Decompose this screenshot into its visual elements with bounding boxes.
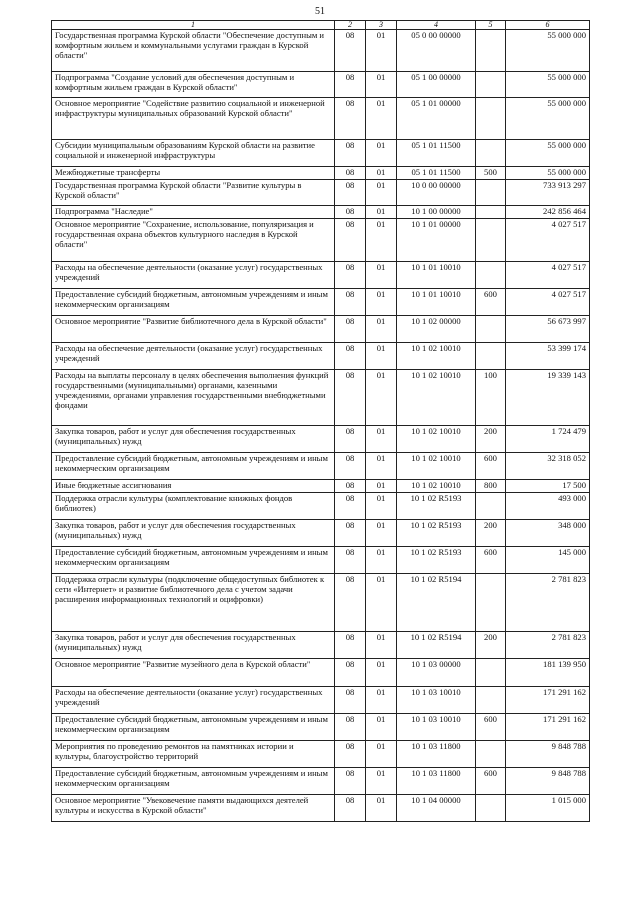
- row-amount: 9 848 788: [506, 741, 590, 768]
- row-amount: 55 000 000: [506, 72, 590, 98]
- table-row: [52, 741, 590, 768]
- row-section: 08: [335, 520, 366, 547]
- table-row: [52, 574, 590, 632]
- row-subsection: 01: [366, 140, 397, 167]
- row-expense-type: [476, 795, 506, 822]
- row-target-article: 10 1 02 10010: [397, 480, 476, 493]
- row-target-article: 10 1 02 10010: [397, 426, 476, 453]
- row-subsection: 01: [366, 30, 397, 72]
- row-subsection: 01: [366, 262, 397, 289]
- row-subsection: 01: [366, 547, 397, 574]
- table-row: [52, 632, 590, 659]
- row-subsection: 01: [366, 632, 397, 659]
- row-target-article: 10 1 02 R5193: [397, 520, 476, 547]
- row-amount: 4 027 517: [506, 289, 590, 316]
- row-amount: 55 000 000: [506, 167, 590, 180]
- row-name: Основное мероприятие "Содействие развитию социальной и инженерной инфраструктуры муниципальных образований Курской области": [52, 98, 335, 140]
- page-number: 51: [315, 6, 325, 17]
- row-name: Мероприятия по проведению ремонтов на памятниках истории и культуры, благоустройство территорий: [52, 741, 335, 768]
- row-target-article: 10 1 02 R5194: [397, 574, 476, 632]
- row-amount: 55 000 000: [506, 30, 590, 72]
- row-target-article: 10 1 02 10010: [397, 453, 476, 480]
- row-target-article: 05 0 00 00000: [397, 30, 476, 72]
- row-subsection: 01: [366, 574, 397, 632]
- row-amount: 4 027 517: [506, 219, 590, 262]
- row-expense-type: [476, 741, 506, 768]
- column-header: 2: [335, 21, 366, 30]
- row-name: Основное мероприятие "Сохранение, использование, популяризация и государственная охрана объектов культурного наследия в Курской области": [52, 219, 335, 262]
- row-section: 08: [335, 30, 366, 72]
- row-target-article: 10 1 03 11800: [397, 768, 476, 795]
- row-subsection: 01: [366, 795, 397, 822]
- row-expense-type: 100: [476, 370, 506, 426]
- row-amount: 171 291 162: [506, 714, 590, 741]
- row-target-article: 10 1 03 11800: [397, 741, 476, 768]
- row-target-article: 10 1 02 10010: [397, 343, 476, 370]
- row-amount: 493 000: [506, 493, 590, 520]
- row-target-article: 10 1 03 10010: [397, 714, 476, 741]
- row-name: Подпрограмма "Создание условий для обеспечения доступным и комфортным жильем граждан в Курской области": [52, 72, 335, 98]
- row-name: Закупка товаров, работ и услуг для обеспечения государственных (муниципальных) нужд: [52, 520, 335, 547]
- budget-table: [51, 20, 590, 822]
- row-section: 08: [335, 370, 366, 426]
- row-name: Предоставление субсидий бюджетным, автономным учреждениям и иным некоммерческим организациям: [52, 289, 335, 316]
- table-row: [52, 493, 590, 520]
- row-subsection: 01: [366, 687, 397, 714]
- row-amount: 9 848 788: [506, 768, 590, 795]
- row-expense-type: 200: [476, 426, 506, 453]
- row-amount: 348 000: [506, 520, 590, 547]
- row-subsection: 01: [366, 714, 397, 741]
- table-row: [52, 180, 590, 206]
- table-row: [52, 262, 590, 289]
- row-name: Закупка товаров, работ и услуг для обеспечения государственных (муниципальных) нужд: [52, 632, 335, 659]
- column-header: 5: [476, 21, 506, 30]
- row-expense-type: [476, 659, 506, 687]
- row-subsection: 01: [366, 167, 397, 180]
- row-amount: 55 000 000: [506, 98, 590, 140]
- row-amount: 32 318 052: [506, 453, 590, 480]
- table-row: [52, 714, 590, 741]
- table-row: [52, 72, 590, 98]
- table-row: [52, 167, 590, 180]
- row-subsection: 01: [366, 426, 397, 453]
- row-subsection: 01: [366, 768, 397, 795]
- table-row: [52, 316, 590, 343]
- table-row: [52, 795, 590, 822]
- column-header: 1: [52, 21, 335, 30]
- row-expense-type: 600: [476, 289, 506, 316]
- row-expense-type: [476, 343, 506, 370]
- row-target-article: 10 1 02 R5194: [397, 632, 476, 659]
- row-target-article: 10 1 02 00000: [397, 316, 476, 343]
- row-name: Расходы на выплаты персоналу в целях обеспечения выполнения функций государственными (муниципальными) органами, казенными учреждениями, органами управления государственными внебюджетными фондами: [52, 370, 335, 426]
- row-section: 08: [335, 140, 366, 167]
- row-expense-type: 500: [476, 167, 506, 180]
- row-target-article: 10 1 04 00000: [397, 795, 476, 822]
- row-expense-type: [476, 72, 506, 98]
- row-name: Предоставление субсидий бюджетным, автономным учреждениям и иным некоммерческим организациям: [52, 714, 335, 741]
- row-section: 08: [335, 72, 366, 98]
- row-section: 08: [335, 316, 366, 343]
- row-section: 08: [335, 547, 366, 574]
- row-expense-type: [476, 180, 506, 206]
- row-amount: 171 291 162: [506, 687, 590, 714]
- row-amount: 145 000: [506, 547, 590, 574]
- row-expense-type: [476, 262, 506, 289]
- table-row: [52, 659, 590, 687]
- row-expense-type: 600: [476, 453, 506, 480]
- row-expense-type: 600: [476, 768, 506, 795]
- row-section: 08: [335, 262, 366, 289]
- row-section: 08: [335, 493, 366, 520]
- row-expense-type: [476, 493, 506, 520]
- row-expense-type: [476, 316, 506, 343]
- row-name: Основное мероприятие "Увековечение памяти выдающихся деятелей культуры и искусства в Курской области": [52, 795, 335, 822]
- row-name: Иные бюджетные ассигнования: [52, 480, 335, 493]
- row-section: 08: [335, 343, 366, 370]
- table-row: [52, 206, 590, 219]
- row-section: 08: [335, 98, 366, 140]
- row-subsection: 01: [366, 493, 397, 520]
- row-section: 08: [335, 426, 366, 453]
- row-subsection: 01: [366, 741, 397, 768]
- row-section: 08: [335, 768, 366, 795]
- row-name: Поддержка отрасли культуры (комплектование книжных фондов библиотек): [52, 493, 335, 520]
- row-name: Расходы на обеспечение деятельности (оказание услуг) государственных учреждений: [52, 262, 335, 289]
- row-expense-type: [476, 687, 506, 714]
- table-row: [52, 289, 590, 316]
- row-section: 08: [335, 795, 366, 822]
- row-target-article: 05 1 01 11500: [397, 167, 476, 180]
- row-section: 08: [335, 167, 366, 180]
- row-section: 08: [335, 632, 366, 659]
- row-expense-type: [476, 574, 506, 632]
- table-row: [52, 140, 590, 167]
- row-section: 08: [335, 714, 366, 741]
- row-expense-type: [476, 140, 506, 167]
- row-target-article: 10 1 02 R5193: [397, 493, 476, 520]
- row-subsection: 01: [366, 98, 397, 140]
- row-target-article: 10 1 01 10010: [397, 289, 476, 316]
- column-header: 4: [397, 21, 476, 30]
- row-target-article: 10 1 02 R5193: [397, 547, 476, 574]
- row-name: Основное мероприятие "Развитие музейного дела в Курской области": [52, 659, 335, 687]
- row-name: Государственная программа Курской области "Развитие культуры в Курской области": [52, 180, 335, 206]
- table-row: [52, 98, 590, 140]
- row-subsection: 01: [366, 289, 397, 316]
- table-row: [52, 219, 590, 262]
- row-name: Предоставление субсидий бюджетным, автономным учреждениям и иным некоммерческим организациям: [52, 768, 335, 795]
- row-target-article: 10 1 02 10010: [397, 370, 476, 426]
- row-subsection: 01: [366, 316, 397, 343]
- row-amount: 2 781 823: [506, 632, 590, 659]
- column-header: 3: [366, 21, 397, 30]
- row-subsection: 01: [366, 480, 397, 493]
- row-section: 08: [335, 219, 366, 262]
- table-row: [52, 453, 590, 480]
- table-row: [52, 370, 590, 426]
- row-section: 08: [335, 206, 366, 219]
- row-subsection: 01: [366, 343, 397, 370]
- table-row: [52, 547, 590, 574]
- row-amount: 4 027 517: [506, 262, 590, 289]
- row-target-article: 10 1 03 10010: [397, 687, 476, 714]
- row-section: 08: [335, 659, 366, 687]
- row-name: Субсидии муниципальным образованиям Курской области на развитие социальной и инженерной инфраструктуры: [52, 140, 335, 167]
- row-section: 08: [335, 180, 366, 206]
- column-header: 6: [506, 21, 590, 30]
- row-expense-type: 200: [476, 520, 506, 547]
- row-section: 08: [335, 574, 366, 632]
- row-amount: 19 339 143: [506, 370, 590, 426]
- row-amount: 2 781 823: [506, 574, 590, 632]
- row-subsection: 01: [366, 659, 397, 687]
- row-target-article: 10 1 01 10010: [397, 262, 476, 289]
- row-expense-type: 600: [476, 714, 506, 741]
- row-amount: 55 000 000: [506, 140, 590, 167]
- table-row: [52, 343, 590, 370]
- table-body: [52, 30, 590, 822]
- row-expense-type: 800: [476, 480, 506, 493]
- row-subsection: 01: [366, 453, 397, 480]
- row-name: Подпрограмма "Наследие": [52, 206, 335, 219]
- row-section: 08: [335, 687, 366, 714]
- table-row: [52, 520, 590, 547]
- row-expense-type: [476, 98, 506, 140]
- row-expense-type: 600: [476, 547, 506, 574]
- row-subsection: 01: [366, 206, 397, 219]
- table-header-row: [52, 21, 590, 30]
- row-amount: 1 015 000: [506, 795, 590, 822]
- row-amount: 242 856 464: [506, 206, 590, 219]
- row-amount: 1 724 479: [506, 426, 590, 453]
- row-subsection: 01: [366, 370, 397, 426]
- row-name: Поддержка отрасли культуры (подключение общедоступных библиотек к сети «Интернет» и развитие библиотечного дела с учетом задачи расширения информационных технологий и оцифровки): [52, 574, 335, 632]
- row-target-article: 10 0 00 00000: [397, 180, 476, 206]
- row-amount: 181 139 950: [506, 659, 590, 687]
- row-target-article: 05 1 00 00000: [397, 72, 476, 98]
- row-expense-type: [476, 30, 506, 72]
- table-row: [52, 768, 590, 795]
- row-subsection: 01: [366, 72, 397, 98]
- row-target-article: 10 1 01 00000: [397, 219, 476, 262]
- row-target-article: 05 1 01 00000: [397, 98, 476, 140]
- row-section: 08: [335, 480, 366, 493]
- row-name: Расходы на обеспечение деятельности (оказание услуг) государственных учреждений: [52, 343, 335, 370]
- row-expense-type: 200: [476, 632, 506, 659]
- row-amount: 733 913 297: [506, 180, 590, 206]
- row-subsection: 01: [366, 219, 397, 262]
- row-amount: 17 500: [506, 480, 590, 493]
- row-name: Предоставление субсидий бюджетным, автономным учреждениям и иным некоммерческим организациям: [52, 547, 335, 574]
- table-row: [52, 30, 590, 72]
- row-subsection: 01: [366, 520, 397, 547]
- row-expense-type: [476, 206, 506, 219]
- row-section: 08: [335, 289, 366, 316]
- row-name: Основное мероприятие "Развитие библиотечного дела в Курской области": [52, 316, 335, 343]
- table-row: [52, 687, 590, 714]
- row-target-article: 10 1 03 00000: [397, 659, 476, 687]
- table-row: [52, 480, 590, 493]
- row-target-article: 05 1 01 11500: [397, 140, 476, 167]
- row-target-article: 10 1 00 00000: [397, 206, 476, 219]
- row-name: Предоставление субсидий бюджетным, автономным учреждениям и иным некоммерческим организациям: [52, 453, 335, 480]
- row-expense-type: [476, 219, 506, 262]
- row-amount: 53 399 174: [506, 343, 590, 370]
- row-name: Межбюджетные трансферты: [52, 167, 335, 180]
- row-name: Государственная программа Курской области "Обеспечение доступным и комфортным жильем и коммунальными услугами граждан в Курской области": [52, 30, 335, 72]
- row-section: 08: [335, 453, 366, 480]
- table-row: [52, 426, 590, 453]
- row-name: Закупка товаров, работ и услуг для обеспечения государственных (муниципальных) нужд: [52, 426, 335, 453]
- row-name: Расходы на обеспечение деятельности (оказание услуг) государственных учреждений: [52, 687, 335, 714]
- row-section: 08: [335, 741, 366, 768]
- row-subsection: 01: [366, 180, 397, 206]
- row-amount: 56 673 997: [506, 316, 590, 343]
